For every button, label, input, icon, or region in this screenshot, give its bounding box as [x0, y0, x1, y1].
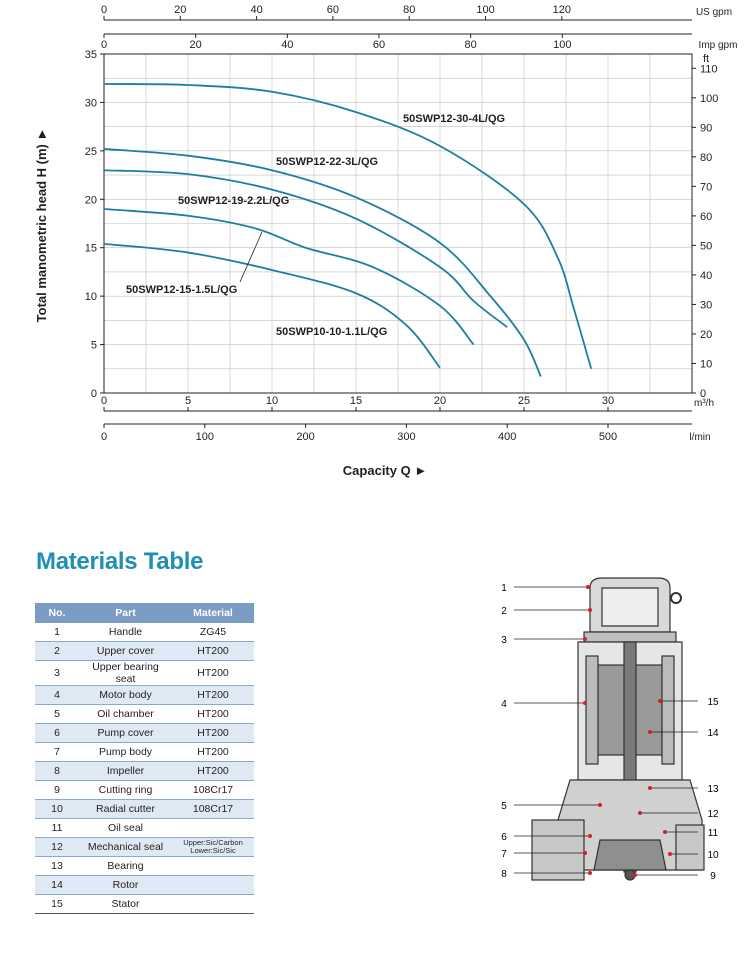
materials-table-body	[35, 623, 254, 914]
callout-marker	[658, 699, 662, 703]
row-part: Bearing	[79, 857, 172, 876]
curve-label: 50SWP12-30-4L/QG	[403, 113, 506, 125]
row-no: 7	[35, 743, 79, 762]
x-lmin-tick-label: 500	[598, 431, 618, 443]
row-material: Upper:Sic/Carbon Lower:Sic/Sic	[172, 838, 254, 857]
row-part: Impeller	[79, 762, 172, 781]
callout-marker	[663, 830, 667, 834]
x-lmin-tick-label: 100	[195, 431, 214, 443]
chart-axes	[34, 4, 737, 478]
y-ft-tick-label: 110	[700, 63, 718, 76]
y-tick-label: 5	[90, 339, 97, 352]
y-axis-title: Total manometric head H (m) ►	[34, 127, 49, 323]
row-part: Cutting ring	[79, 781, 172, 800]
materials-row	[35, 705, 254, 724]
callout-number: 9	[710, 871, 716, 882]
callout-marker	[668, 852, 672, 856]
row-part: Mechanical seal	[79, 838, 172, 857]
callout-number: 11	[707, 828, 719, 839]
callout-number: 13	[707, 784, 719, 795]
row-part: Motor body	[79, 686, 172, 705]
x-impgpm-tick-label: 40	[281, 39, 294, 51]
materials-row	[35, 661, 254, 686]
row-part: Oil seal	[79, 819, 172, 838]
row-part: Oil chamber	[79, 705, 172, 724]
x-usgpm-tick-label: 100	[476, 4, 495, 16]
materials-row	[35, 876, 254, 895]
y-ft-tick-label: 40	[700, 269, 713, 282]
materials-row	[35, 762, 254, 781]
materials-table	[35, 603, 254, 914]
y-ft-tick-label: 50	[700, 240, 713, 253]
row-part: Radial cutter	[79, 800, 172, 819]
row-part: Pump cover	[79, 724, 172, 743]
y-tick-label: 20	[84, 194, 97, 207]
materials-row	[35, 724, 254, 743]
x-impgpm-tick-label: 60	[372, 39, 386, 51]
y-ft-tick-label: 100	[700, 92, 719, 105]
materials-row	[35, 819, 254, 838]
materials-table-header	[35, 603, 254, 623]
x-m3h-unit-label: m³/h	[694, 398, 714, 409]
x-impgpm-tick-label: 100	[553, 39, 572, 51]
row-no: 1	[35, 623, 79, 642]
callout-marker	[583, 637, 587, 641]
callout-marker	[583, 851, 587, 855]
row-part: Stator	[79, 895, 172, 914]
x-impgpm-tick-label: 80	[464, 39, 477, 51]
row-no: 5	[35, 705, 79, 724]
row-part: Upper bearing seat	[79, 661, 172, 686]
row-no: 6	[35, 724, 79, 743]
x-lmin-tick-label: 0	[100, 431, 108, 443]
row-material: HT200	[172, 705, 254, 724]
y-ft-tick-label: 90	[700, 122, 713, 135]
x-usgpm-tick-label: 20	[174, 4, 187, 16]
materials-row	[35, 838, 254, 857]
curve-label: 50SWP12-22-3L/QG	[276, 156, 379, 168]
row-material: HT200	[172, 724, 254, 743]
y-tick-label: 10	[84, 291, 97, 304]
row-material: 108Cr17	[172, 781, 254, 800]
header-no: No.	[35, 603, 79, 623]
callout-number: 10	[707, 850, 719, 861]
callout-number: 12	[707, 809, 719, 820]
callout-number: 6	[501, 832, 507, 843]
materials-row	[35, 857, 254, 876]
callout-number: 8	[501, 869, 507, 880]
row-no: 15	[35, 895, 79, 914]
x-impgpm-tick-label: 20	[189, 39, 202, 51]
materials-row	[35, 623, 254, 642]
x-usgpm-tick-label: 60	[326, 4, 340, 16]
row-material	[172, 876, 254, 895]
row-material: HT200	[172, 661, 254, 686]
row-part: Rotor	[79, 876, 172, 895]
x-lmin-unit-label: l/min	[689, 432, 711, 443]
row-no: 13	[35, 857, 79, 876]
x-impgpm-tick-label: 0	[100, 39, 108, 51]
curve-2	[104, 149, 541, 377]
materials-row	[35, 686, 254, 705]
row-material: HT200	[172, 686, 254, 705]
y-ft-tick-label: 80	[700, 151, 713, 164]
row-material: HT200	[172, 743, 254, 762]
x-m3h-tick-label: 15	[349, 395, 363, 407]
callout-marker	[588, 871, 592, 875]
x-usgpm-tick-label: 0	[100, 4, 108, 16]
materials-row	[35, 895, 254, 914]
materials-row	[35, 743, 254, 762]
curve-label: 50SWP12-19-2.2L/QG	[178, 195, 290, 207]
row-part: Pump body	[79, 743, 172, 762]
curve-labels	[126, 113, 505, 338]
callout-marker	[648, 730, 652, 734]
x-lmin-tick-label: 200	[296, 431, 315, 443]
header-material: Material	[172, 603, 254, 623]
row-no: 4	[35, 686, 79, 705]
curve-label: 50SWP10-10-1.1L/QG	[276, 326, 388, 338]
row-material	[172, 819, 254, 838]
y-ft-unit-label: ft	[702, 53, 710, 65]
row-material: ZG45	[172, 623, 254, 642]
callout-marker	[586, 585, 590, 589]
callout-marker	[648, 786, 652, 790]
pump-cross-section-diagram	[490, 570, 740, 900]
curve-label: 50SWP12-15-1.5L/QG	[126, 284, 238, 296]
row-no: 2	[35, 642, 79, 661]
y-ft-tick-label: 60	[700, 210, 713, 223]
callout-marker	[588, 834, 592, 838]
materials-table-title: Materials Table	[36, 548, 204, 575]
y-tick-label: 0	[90, 388, 97, 400]
x-lmin-tick-label: 300	[397, 431, 416, 443]
x-m3h-tick-label: 20	[433, 395, 447, 407]
x-impgpm-unit-label: Imp gpm	[698, 40, 738, 51]
y-ft-tick-label: 0	[700, 388, 707, 400]
row-no: 14	[35, 876, 79, 895]
y-ft-tick-label: 30	[700, 299, 713, 312]
row-material: 108Cr17	[172, 800, 254, 819]
y-ft-tick-label: 10	[700, 358, 713, 371]
y-tick-label: 15	[84, 242, 97, 255]
x-m3h-tick-label: 5	[184, 395, 192, 407]
callout-marker	[583, 701, 587, 705]
y-ft-tick-label: 70	[700, 181, 713, 194]
row-no: 3	[35, 661, 79, 686]
row-no: 10	[35, 800, 79, 819]
curve-label-leader	[240, 232, 262, 282]
y-tick-label: 25	[84, 145, 97, 158]
callout-number: 3	[501, 635, 507, 646]
x-m3h-tick-label: 30	[601, 395, 615, 407]
callout-marker	[633, 873, 637, 877]
x-usgpm-unit-label: US gpm	[695, 7, 733, 18]
callout-number: 14	[707, 728, 719, 739]
materials-row	[35, 642, 254, 661]
callout-marker	[588, 608, 592, 612]
chart-grid	[104, 54, 692, 393]
callout-number: 7	[501, 849, 507, 860]
materials-row	[35, 781, 254, 800]
x-m3h-tick-label: 25	[517, 395, 531, 407]
row-material: HT200	[172, 642, 254, 661]
row-no: 12	[35, 838, 79, 857]
y-ft-tick-label: 20	[700, 328, 713, 341]
callout-number: 2	[501, 606, 507, 617]
row-no: 9	[35, 781, 79, 800]
row-material	[172, 895, 254, 914]
callout-number: 1	[501, 583, 507, 594]
x-usgpm-tick-label: 80	[403, 4, 416, 16]
header-part: Part	[79, 603, 172, 623]
pump-drawing	[532, 578, 704, 880]
callout-marker	[638, 811, 642, 815]
row-no: 8	[35, 762, 79, 781]
row-part: Handle	[79, 623, 172, 642]
x-lmin-tick-label: 400	[498, 431, 517, 443]
materials-row	[35, 800, 254, 819]
x-axis-title: Capacity Q ►	[342, 463, 428, 478]
callout-number: 15	[707, 697, 719, 708]
x-usgpm-tick-label: 120	[552, 4, 572, 16]
x-usgpm-tick-label: 40	[250, 4, 263, 16]
row-no: 11	[35, 819, 79, 838]
callout-marker	[598, 803, 602, 807]
row-part: Upper cover	[79, 642, 172, 661]
y-tick-label: 30	[84, 97, 97, 110]
callout-number: 5	[501, 801, 507, 812]
x-m3h-tick-label: 0	[100, 395, 108, 407]
x-m3h-tick-label: 10	[265, 395, 279, 407]
row-material	[172, 857, 254, 876]
y-tick-label: 35	[84, 49, 97, 61]
row-material: HT200	[172, 762, 254, 781]
callout-number: 4	[501, 699, 507, 710]
